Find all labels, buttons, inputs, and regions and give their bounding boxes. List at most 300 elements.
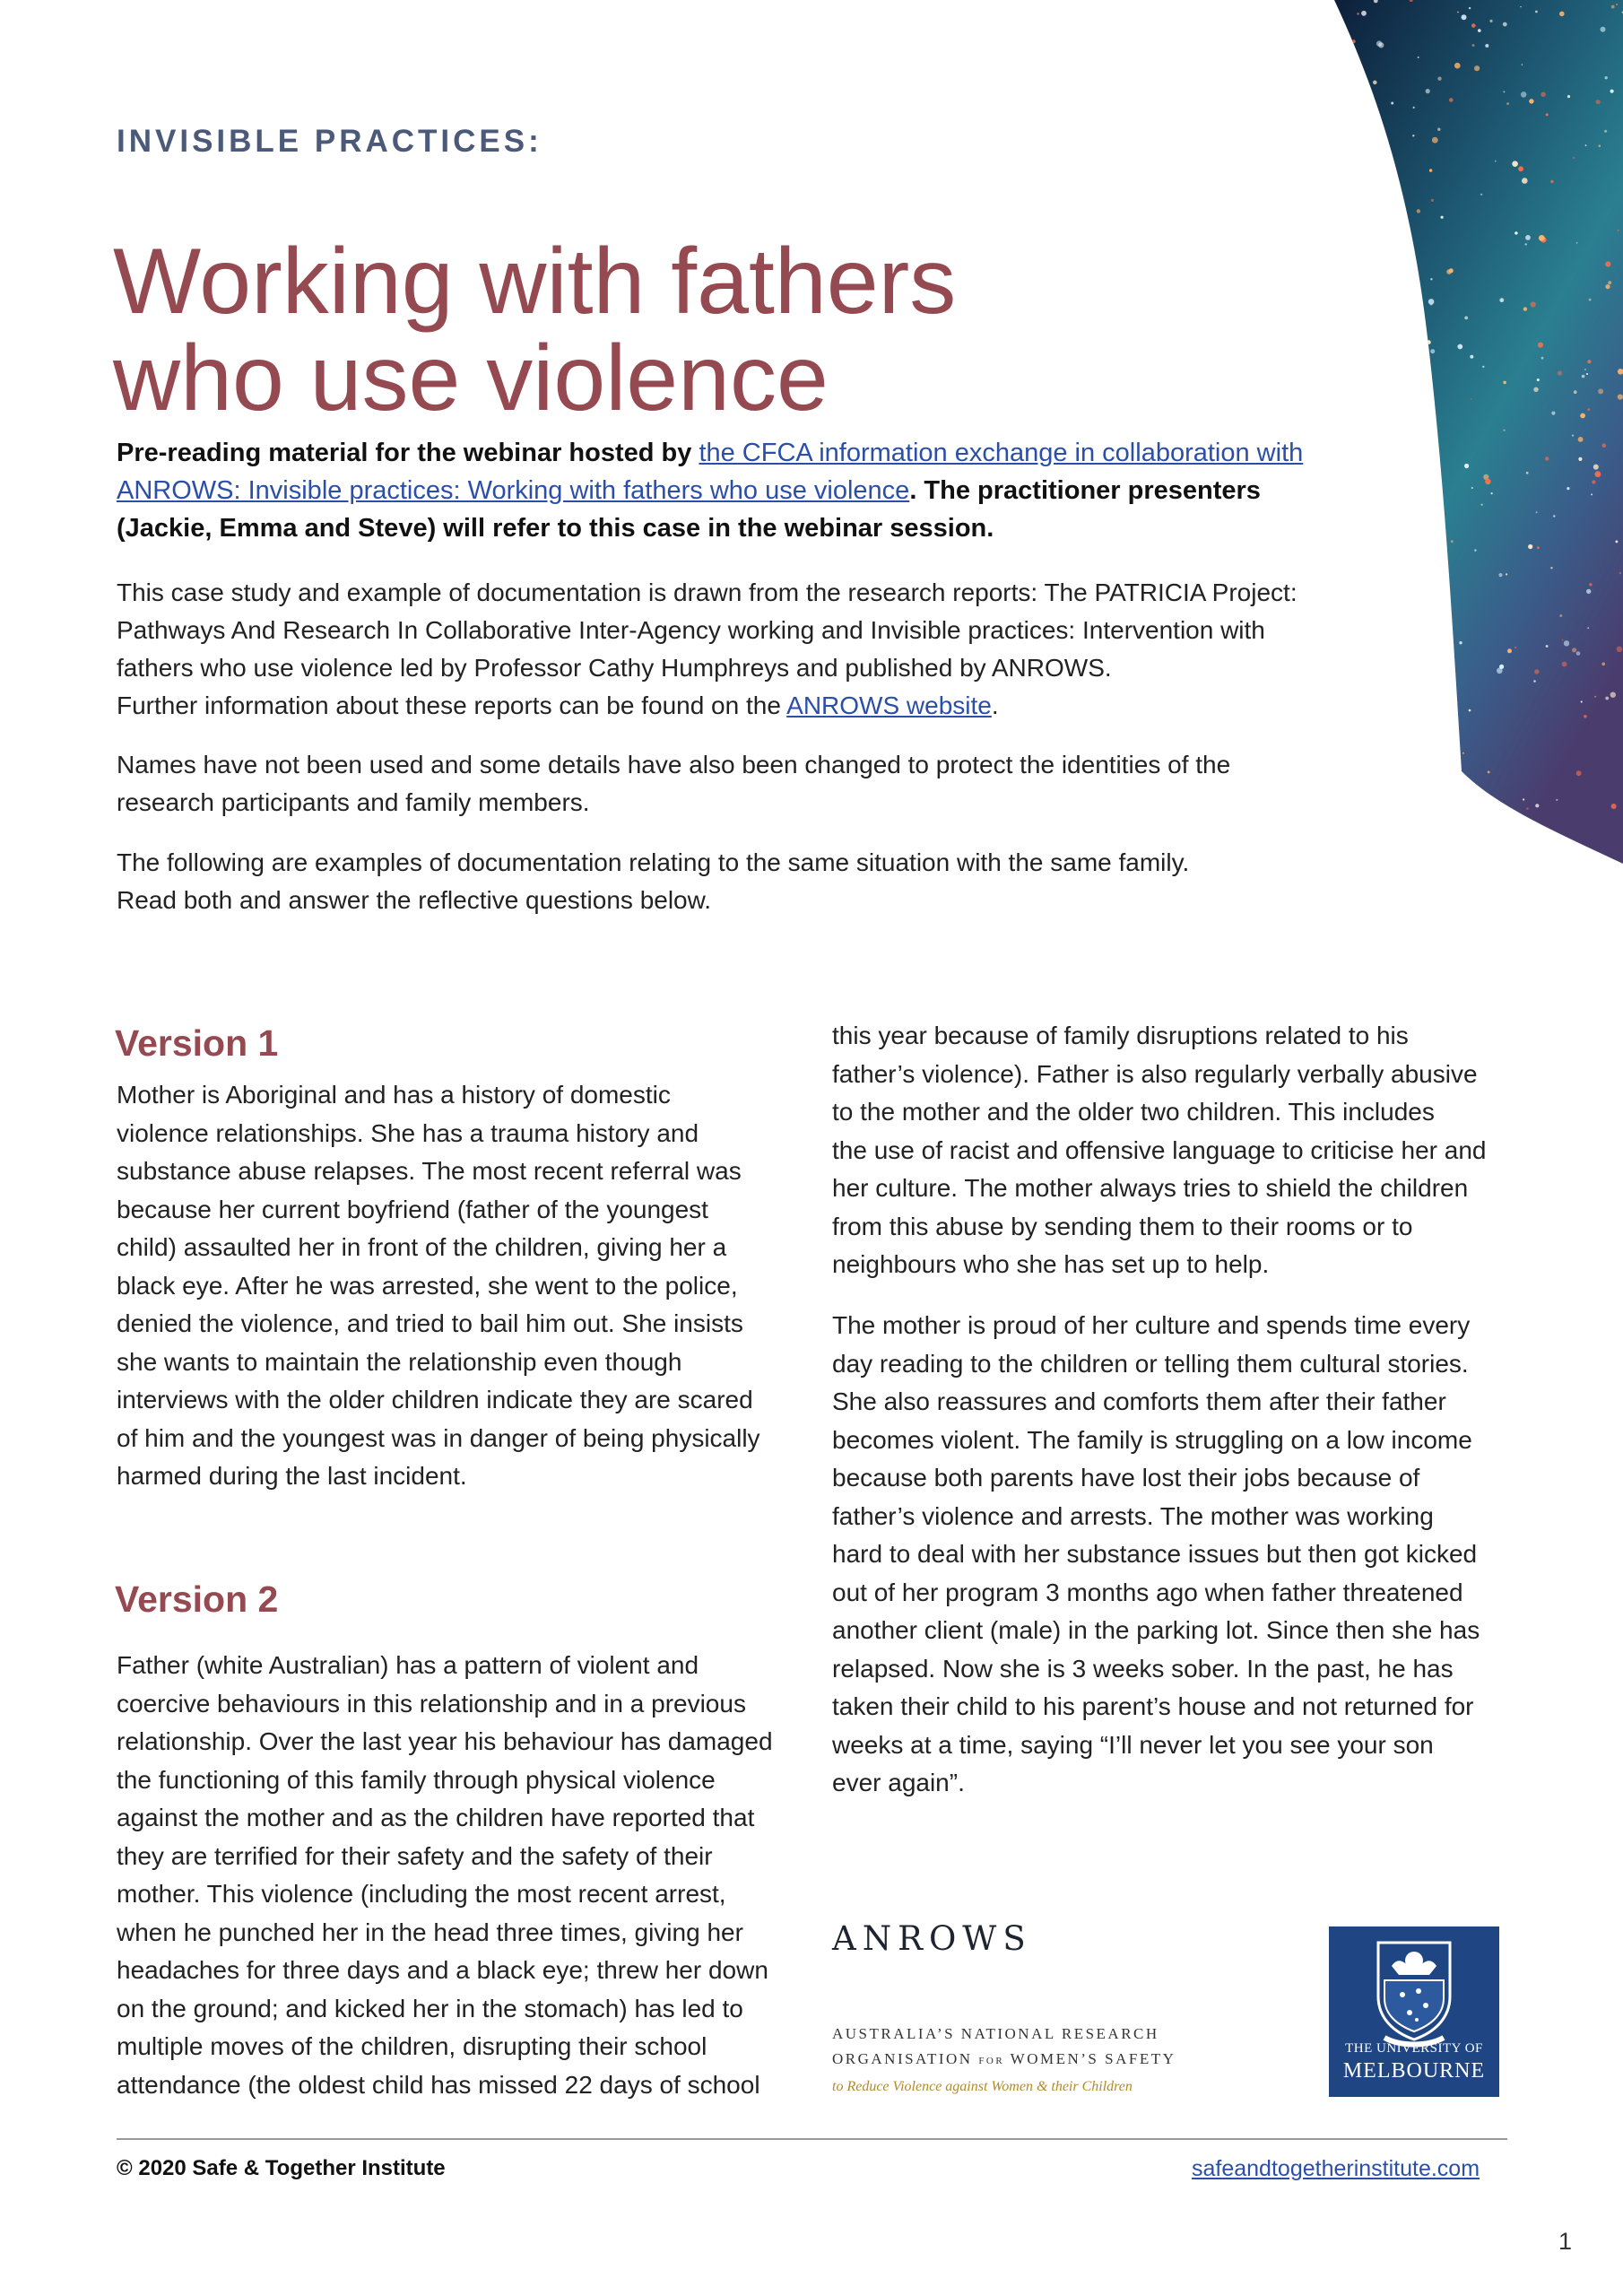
star-dot [1434, 534, 1436, 535]
text-line: day reading to the children or telling them cultural stories. [832, 1349, 1469, 1378]
star-dot [1439, 786, 1444, 790]
star-dot [1608, 281, 1611, 284]
title-line-1: Working with fathers [113, 229, 957, 334]
text-line: from this abuse by sending them to their rooms or to [832, 1212, 1413, 1240]
intro-paragraph [117, 434, 1327, 547]
star-dot [1335, 28, 1341, 34]
page-number: 1 [1558, 2228, 1573, 2255]
star-dot [1409, 299, 1411, 301]
star-dot [1326, 274, 1329, 276]
star-dot [1515, 231, 1517, 234]
star-dot [1533, 680, 1536, 683]
star-dot [1567, 487, 1569, 490]
text-line: coercive behaviours in this relationship and in a previous [117, 1689, 746, 1718]
star-dot [1418, 57, 1419, 58]
star-dot [1373, 81, 1377, 85]
star-dot [1616, 4, 1618, 5]
star-dot [1350, 58, 1353, 61]
star-dot [1601, 663, 1605, 666]
star-dot [1522, 64, 1523, 65]
star-dot [1411, 824, 1417, 830]
star-dot [1578, 457, 1582, 461]
star-dot [1429, 169, 1432, 171]
text-line: relationship. Over the last year his behaviour has damaged [117, 1727, 773, 1755]
star-dot [1599, 144, 1601, 147]
text-line: because both parents have lost their jobs because of [832, 1464, 1420, 1492]
text-line: of him and the youngest was in danger of being physically [117, 1423, 760, 1452]
star-dot [1610, 90, 1614, 93]
star-dot [1443, 721, 1445, 724]
star-dot [1518, 166, 1523, 171]
star-dot [1618, 230, 1619, 231]
star-dot [1347, 192, 1349, 194]
star-dot [1477, 859, 1479, 861]
star-dot [1372, 114, 1377, 119]
text-line: relapsed. Now she is 3 weeks sober. In the past, he has [832, 1654, 1454, 1683]
text-line: when he punched her in the head three times, giving her [117, 1918, 743, 1946]
star-dot [1410, 0, 1413, 2]
star-dot [1598, 388, 1603, 394]
star-dot [1432, 137, 1438, 144]
star-dot [1334, 430, 1338, 434]
star-dot [1351, 363, 1353, 365]
text-line: ever again”. [832, 1769, 965, 1796]
star-dot [1395, 584, 1397, 586]
text-line: she wants to maintain the relationship even though [117, 1347, 682, 1376]
footer-website-link[interactable]: safeandtogetherinstitute.com [1192, 2156, 1480, 2181]
star-dot [1587, 360, 1591, 363]
star-dot [1531, 301, 1536, 307]
text-line: father’s violence and arrests. The mother was working [832, 1501, 1434, 1530]
star-dot [1420, 796, 1423, 798]
text-line: neighbours who she has set up to help. [832, 1250, 1270, 1278]
text-line: child) assaulted her in front of the children, giving her a [117, 1233, 727, 1261]
star-dot [1576, 242, 1578, 244]
star-dot [1474, 65, 1480, 71]
text-line: violence relationships. She has a trauma history and [117, 1118, 699, 1147]
star-dot [1515, 647, 1516, 648]
star-dot [1618, 369, 1623, 375]
star-dot [1498, 573, 1502, 577]
star-dot [1351, 264, 1355, 267]
star-dot [1470, 355, 1473, 359]
star-dot [1516, 816, 1518, 818]
star-dot [1546, 645, 1549, 648]
star-dot [1605, 697, 1609, 700]
star-dot [1525, 235, 1531, 240]
star-dot [1550, 567, 1552, 569]
eyebrow-heading: INVISIBLE PRACTICES: [117, 124, 542, 159]
star-dot [1617, 647, 1622, 652]
star-dot [1415, 423, 1418, 426]
star-dot [1386, 539, 1388, 541]
star-dot [1572, 648, 1576, 652]
star-dot [1400, 420, 1402, 422]
star-dot [1471, 398, 1472, 400]
star-dot [1533, 387, 1538, 392]
star-dot [1503, 381, 1506, 385]
star-dot [1523, 307, 1527, 310]
star-dot [1485, 479, 1490, 484]
star-dot [1441, 595, 1445, 599]
text-line: weeks at a time, saying “I’ll never let you see your son [832, 1730, 1434, 1759]
university-name-line-1: THE UNIVERSITY OF [1345, 2041, 1483, 2056]
star-dot [1462, 752, 1464, 754]
star-dot [1535, 834, 1540, 839]
text-line: hard to deal with her substance issues but then got kicked [832, 1540, 1478, 1568]
text-line: black eye. After he was arrested, she went to the police, [117, 1271, 738, 1300]
star-dot [1564, 640, 1569, 646]
star-dot [1584, 369, 1586, 370]
star-dot [1536, 511, 1538, 513]
star-dot [1367, 141, 1369, 143]
star-dot [1449, 98, 1454, 102]
star-dot [1387, 213, 1391, 216]
star-dot [1534, 669, 1539, 674]
star-dot [1369, 285, 1371, 287]
star-dot [1601, 27, 1606, 32]
star-dot [1439, 687, 1441, 689]
star-dot [1619, 572, 1621, 574]
star-dot [1546, 113, 1549, 116]
star-dot [1482, 366, 1484, 368]
star-dot [1558, 370, 1562, 375]
intro-line-1: Pre-reading material for the webinar hosted by the CFCA information exchange in collaboration with [117, 439, 1304, 467]
star-dot [1402, 538, 1404, 540]
star-dot [1506, 573, 1507, 575]
text-line: the functioning of this family through physical violence [117, 1765, 716, 1794]
star-dot [1586, 589, 1591, 594]
star-dot [1430, 349, 1435, 353]
case-study-paragraph: This case study and example of documentation is drawn from the research reports: The PATRICIA Project: Pathways And Research In Collaborative Inter-Agency working and Invisible practices: Intervention with fathers who use violence led by Professor Cathy Humphreys and published by ANROWS. Further information about these reports can be found on the ANROWS website. [117, 578, 1298, 719]
star-dot [1574, 390, 1577, 394]
text-line: another client (male) in the parking lot. Since then she has [832, 1616, 1480, 1644]
star-dot [1391, 102, 1393, 105]
intro-line-3: (Jackie, Emma and Steve) will refer to this case in the webinar session. [117, 514, 994, 543]
text-line: because her current boyfriend (father of the youngest [117, 1195, 708, 1223]
star-dot [1472, 44, 1475, 47]
star-dot [1550, 180, 1553, 183]
version-2-text [117, 1647, 816, 2104]
star-dot [1541, 92, 1546, 98]
star-dot [1396, 626, 1401, 631]
star-dot [1585, 144, 1587, 146]
star-dot [1348, 522, 1353, 527]
star-dot [1559, 861, 1561, 863]
anrows-website-link[interactable]: ANROWS website [786, 691, 992, 719]
star-dot [1471, 487, 1473, 489]
star-dot [1593, 465, 1599, 470]
star-dot [1581, 701, 1583, 703]
star-dot [1554, 840, 1558, 845]
star-dot [1377, 585, 1380, 587]
star-dot [1495, 161, 1497, 162]
star-dot [1409, 677, 1413, 682]
star-dot [1462, 14, 1467, 20]
star-dot [1538, 343, 1543, 348]
star-dot [1385, 665, 1390, 670]
version-2-continued-paragraph-2 [832, 1307, 1532, 1803]
star-dot [1537, 546, 1540, 549]
star-dot [1573, 157, 1575, 159]
star-dot [1556, 799, 1558, 801]
star-dot [1457, 12, 1459, 13]
star-dot [1522, 178, 1528, 184]
footer-divider [117, 2138, 1507, 2140]
star-dot [1520, 6, 1522, 8]
star-dot [1589, 583, 1592, 586]
star-dot [1369, 413, 1374, 417]
star-dot [1378, 42, 1384, 48]
star-dot [1567, 95, 1570, 98]
star-dot [1469, 709, 1471, 712]
star-dot [1541, 237, 1546, 242]
star-dot [1457, 344, 1462, 350]
star-dot [1499, 665, 1504, 669]
star-dot [1526, 807, 1529, 810]
star-dot [1382, 563, 1384, 566]
star-dot [1361, 164, 1364, 167]
star-dot [1503, 22, 1507, 27]
text-line: to the mother and the older two children. This includes [832, 1098, 1435, 1126]
star-dot [1576, 651, 1581, 656]
text-line: the use of racist and offensive language to criticise her and [832, 1135, 1487, 1164]
star-dot [1537, 378, 1540, 381]
star-dot [1525, 243, 1527, 245]
text-line: She also reassures and comforts them after their father [832, 1387, 1446, 1415]
star-dot [1480, 194, 1482, 196]
star-dot [1596, 100, 1601, 104]
star-dot [1539, 235, 1545, 241]
version-2-heading: Version 2 [115, 1578, 279, 1620]
text-line: against the mother and as the children have reported that [117, 1804, 755, 1831]
star-dot [1602, 443, 1607, 448]
page-title [113, 229, 1189, 430]
anrows-tagline: to Reduce Violence against Women & their Children [832, 2079, 1133, 2094]
star-dot [1472, 787, 1477, 791]
star-dot [1394, 474, 1397, 477]
star-dot [1605, 284, 1610, 289]
star-dot [1526, 472, 1529, 474]
star-dot [1358, 414, 1361, 418]
star-dot [1440, 650, 1445, 656]
text-line: denied the violence, and tried to bail him out. She insists [117, 1309, 743, 1337]
star-dot [1330, 112, 1332, 115]
star-dot [1481, 504, 1483, 506]
star-dot [1464, 464, 1469, 468]
star-dot [1576, 770, 1582, 776]
star-dot [1589, 299, 1592, 301]
star-dot [1431, 199, 1434, 202]
anrows-logo: ANROWS [832, 1919, 1032, 1958]
names-note-paragraph: Names have not been used and some details have also been changed to protect the identities of the research participants and family members. [117, 751, 1231, 816]
star-dot [1333, 191, 1339, 196]
star-dot [1491, 492, 1493, 494]
text-line: The mother is proud of her culture and spends time every [832, 1311, 1471, 1339]
star-dot [1578, 437, 1584, 442]
star-dot [1451, 540, 1454, 543]
star-dot [1497, 668, 1503, 674]
webinar-link-part-1[interactable]: the CFCA information exchange in collaboration with [699, 439, 1304, 467]
star-dot [1503, 430, 1505, 431]
star-dot [1403, 235, 1406, 238]
star-dot [1331, 465, 1336, 470]
star-dot [1427, 605, 1428, 607]
star-dot [1351, 122, 1355, 126]
star-dot [1528, 544, 1532, 549]
star-dot [1441, 216, 1444, 219]
star-dot [1380, 729, 1383, 732]
star-dot [1605, 76, 1608, 79]
star-dot [1437, 77, 1441, 81]
star-dot [1400, 678, 1402, 681]
star-dot [1604, 130, 1607, 133]
star-dot [1410, 537, 1414, 541]
star-dot [1428, 503, 1430, 506]
text-line: mother. This violence (including the most recent arrest, [117, 1880, 726, 1908]
star-dot [1553, 515, 1555, 517]
star-dot [1541, 357, 1544, 360]
star-dot [1394, 642, 1397, 645]
star-dot [1535, 804, 1539, 807]
text-line: father’s violence). Father is also regularly verbally abusive [832, 1059, 1478, 1088]
star-dot [1327, 311, 1332, 316]
star-dot [1535, 11, 1538, 13]
star-dot [1580, 413, 1585, 419]
star-dot [1582, 375, 1585, 378]
star-dot [1436, 604, 1439, 608]
star-dot [1559, 614, 1562, 617]
intro-line-2: ANROWS: Invisible practices: Working with fathers who use violence. The practitioner presenters [117, 476, 1261, 505]
star-dot [1364, 101, 1369, 107]
star-dot [1506, 102, 1509, 105]
star-dot [1439, 690, 1442, 692]
star-dot [1349, 48, 1354, 54]
star-dot [1393, 195, 1397, 198]
star-dot [1618, 395, 1623, 400]
text-line: Mother is Aboriginal and has a history of domestic [117, 1081, 671, 1109]
text-line: this year because of family disruptions related to his [832, 1022, 1409, 1049]
star-dot [1523, 798, 1524, 800]
star-dot [1559, 12, 1565, 17]
version-1-heading: Version 1 [115, 1022, 279, 1064]
star-dot [1357, 351, 1359, 353]
star-dot [1586, 373, 1588, 375]
star-dot [1616, 541, 1619, 544]
star-dot [1469, 7, 1471, 9]
star-dot [1407, 514, 1409, 516]
star-dot [1430, 570, 1435, 575]
anrows-subtitle-line-2: ORGANISATION FOR WOMEN’S SAFETY [832, 2050, 1176, 2067]
star-dot [1374, 0, 1378, 3]
star-dot [1326, 415, 1330, 419]
star-dot [1592, 480, 1595, 483]
star-dot [1426, 89, 1430, 93]
star-dot [1359, 424, 1364, 429]
star-dot [1611, 804, 1617, 809]
star-dot [1587, 627, 1589, 629]
star-dot [1393, 544, 1398, 549]
star-dot [1427, 340, 1431, 344]
star-dot [1352, 39, 1356, 43]
star-dot [1364, 155, 1369, 161]
star-dot [1503, 91, 1505, 92]
text-line: they are terrified for their safety and the safety of their [117, 1841, 713, 1870]
star-dot [1378, 165, 1381, 168]
star-dot [1471, 23, 1476, 28]
star-dot [1457, 831, 1460, 833]
star-dot [1483, 474, 1488, 480]
star-dot [1591, 493, 1593, 495]
star-dot [1384, 457, 1387, 460]
star-dot [1400, 564, 1402, 567]
star-dot [1398, 700, 1400, 701]
title-line-2: who use violence [113, 326, 829, 430]
star-dot [1562, 639, 1564, 641]
star-dot [1376, 40, 1382, 46]
university-name-line-2: MELBOURNE [1342, 2059, 1486, 2083]
star-dot [1610, 692, 1616, 698]
university-of-melbourne-logo [1329, 1926, 1499, 2097]
star-dot [1464, 317, 1468, 320]
text-line: out of her program 3 months ago when father threatened [832, 1578, 1463, 1606]
star-dot [1369, 430, 1372, 433]
text-line: headaches for three days and a black eye; threw her down [117, 1956, 768, 1984]
star-dot [1499, 298, 1504, 302]
star-dot [1430, 278, 1432, 280]
star-dot [1507, 648, 1512, 653]
star-dot [1424, 807, 1428, 811]
star-dot [1584, 715, 1587, 718]
star-dot [1361, 11, 1367, 16]
version-2-continued-paragraph-1 [832, 1017, 1532, 1284]
text-line: her culture. The mother always tries to shield the children [832, 1174, 1469, 1202]
star-dot [1521, 91, 1527, 98]
star-dot [1437, 128, 1440, 131]
star-dot [1418, 535, 1419, 536]
star-dot [1512, 161, 1518, 167]
star-dot [1430, 304, 1432, 306]
star-dot [1400, 348, 1403, 352]
star-dot [1605, 261, 1610, 266]
text-line: substance abuse relapses. The most recent referral was [117, 1157, 742, 1185]
star-dot [1594, 696, 1596, 698]
star-dot [1545, 457, 1549, 460]
star-dot [1357, 13, 1358, 14]
star-dot [1489, 20, 1492, 22]
star-dot [1436, 459, 1438, 462]
star-dot [1587, 408, 1590, 411]
footer-copyright: © 2020 Safe & Together Institute [117, 2156, 446, 2180]
text-line: multiple moves of the children, disrupting their school [117, 2032, 707, 2060]
star-dot [1413, 107, 1415, 109]
webinar-link-part-2[interactable]: ANROWS: Invisible practices: Working with fathers who use violence [117, 476, 910, 505]
star-dot [1562, 662, 1567, 667]
text-line: harmed during the last incident. [117, 1462, 467, 1490]
star-dot [1392, 676, 1396, 681]
star-dot [1480, 845, 1483, 848]
star-dot [1459, 641, 1462, 644]
star-dot [1333, 23, 1339, 29]
star-dot [1488, 771, 1490, 774]
star-dot [1446, 269, 1452, 274]
star-dot [1449, 268, 1454, 273]
star-dot [1412, 135, 1414, 136]
star-dot [1485, 44, 1488, 48]
star-dot [1529, 99, 1533, 103]
star-dot [1474, 549, 1476, 551]
star-dot [1354, 116, 1356, 117]
